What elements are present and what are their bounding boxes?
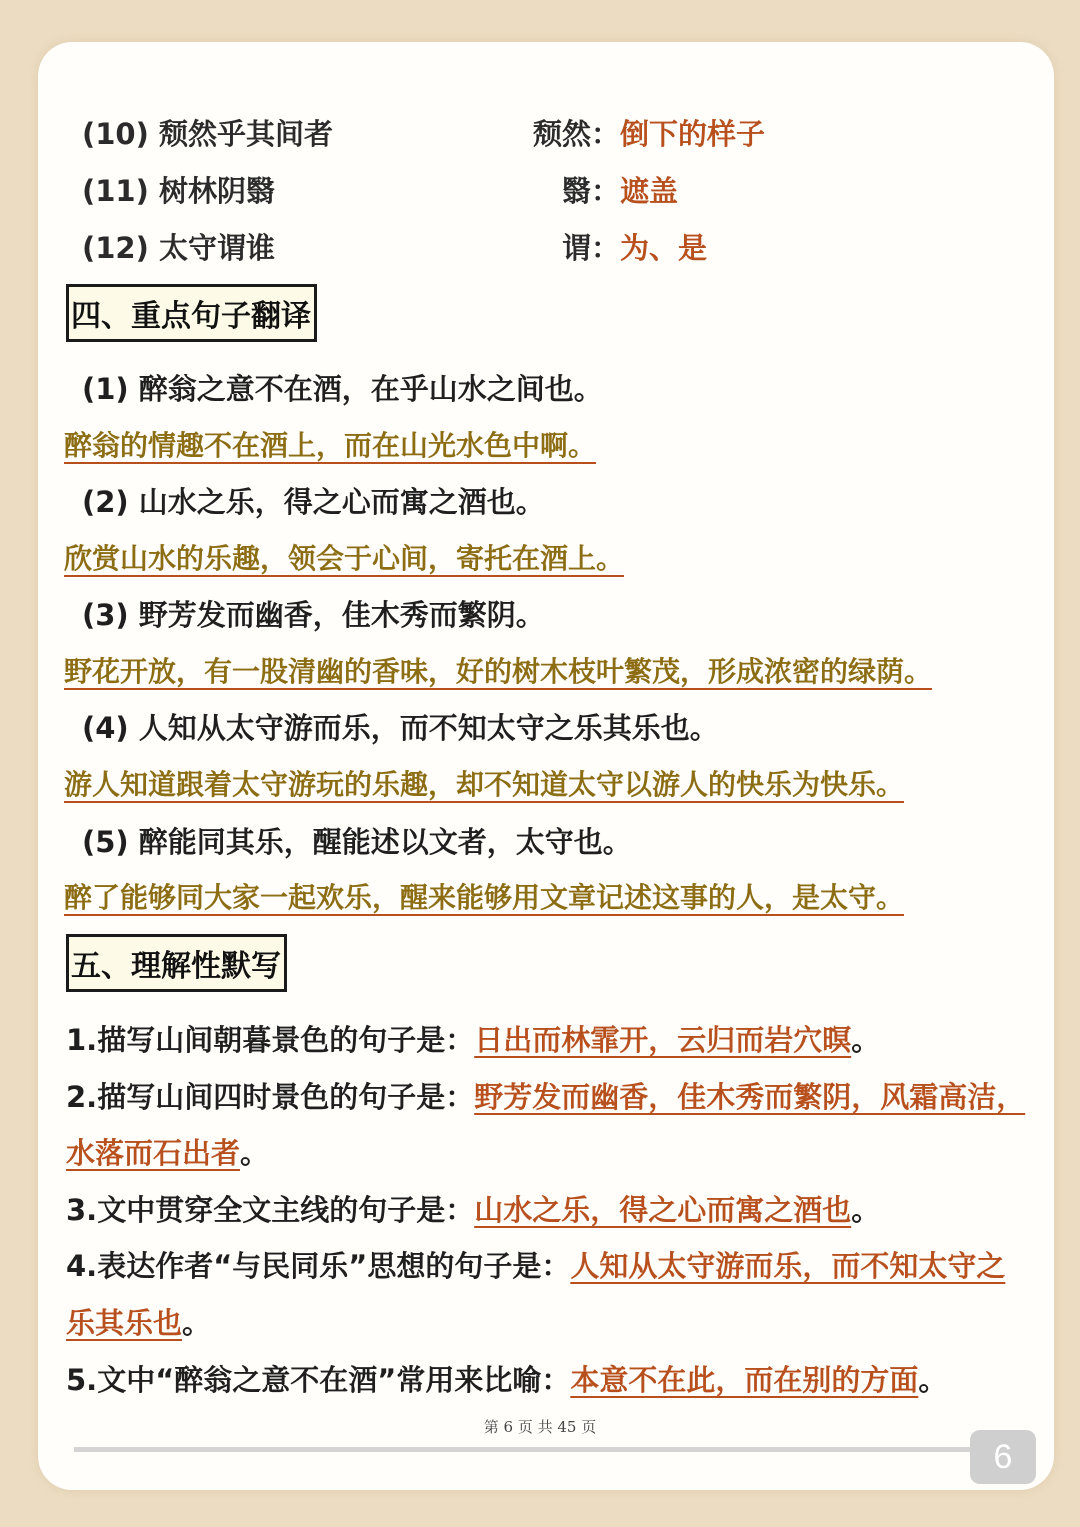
vocab-definition xyxy=(533,112,765,153)
dictation-answer: 人知从太守游而乐，而不知太守之 xyxy=(570,1249,1006,1283)
sentence-text: 野芳发而幽香，佳木秀而繁阴。 xyxy=(138,598,545,632)
vocab-number: (11) xyxy=(82,174,149,208)
dictation-end: 。 xyxy=(182,1306,212,1340)
page-number-badge: 6 xyxy=(970,1430,1036,1484)
dictation-end: 。 xyxy=(851,1023,881,1057)
sentence-translation: 游人知道跟着太守游玩的乐趣，却不知道太守以游人的快乐为快乐。 xyxy=(64,768,905,801)
dictation-item xyxy=(66,1075,1025,1116)
vocab-key: 谓： xyxy=(562,231,621,265)
sentence-translation: 欣赏山水的乐趣，领会于心间，寄托在酒上。 xyxy=(64,542,625,575)
sentence-text: 山水之乐，得之心而寓之酒也。 xyxy=(138,485,545,519)
sentence-number: (3) xyxy=(82,598,129,632)
sentence-translation: 醉了能够同大家一起欢乐，醒来能够用文章记述这事的人，是太守。 xyxy=(64,881,905,914)
dictation-question: 4.表达作者“与民同乐”思想的句子是： xyxy=(66,1249,571,1283)
dictation-question: 3.文中贯穿全文主线的句子是： xyxy=(66,1193,475,1227)
sentence-item xyxy=(82,706,719,747)
dictation-question: 5.文中“醉翁之意不在酒”常用来比喻： xyxy=(66,1363,571,1397)
vocab-definition xyxy=(562,169,678,210)
sentence-number: (1) xyxy=(82,372,129,406)
sentence-item xyxy=(82,480,545,521)
sentence-item xyxy=(82,820,632,861)
dictation-question: 2.描写山间四时景色的句子是： xyxy=(66,1080,475,1114)
dictation-answer: 乐其乐也 xyxy=(66,1306,183,1340)
sentence-number: (2) xyxy=(82,485,129,519)
vocab-number: (12) xyxy=(82,231,149,265)
dictation-answer: 野芳发而幽香，佳木秀而繁阴，风霜高洁， xyxy=(474,1080,1026,1114)
section-heading-translation: 四、重点句子翻译 xyxy=(66,284,317,342)
vocab-phrase: 树林阴翳 xyxy=(158,174,275,208)
dictation-answer: 本意不在此，而在别的方面 xyxy=(570,1363,919,1397)
sentence-text: 人知从太守游而乐，而不知太守之乐其乐也。 xyxy=(138,711,719,745)
dictation-end: 。 xyxy=(851,1193,881,1227)
dictation-question: 1.描写山间朝暮景色的句子是： xyxy=(66,1023,475,1057)
vocab-meaning: 倒下的样子 xyxy=(620,117,766,151)
section-heading-dictation: 五、理解性默写 xyxy=(66,934,287,992)
sentence-number: (5) xyxy=(82,825,129,859)
vocab-meaning: 遮盖 xyxy=(620,174,679,208)
sentence-text: 醉翁之意不在酒，在乎山水之间也。 xyxy=(138,372,603,406)
sentence-text: 醉能同其乐，醒能述以文者，太守也。 xyxy=(138,825,632,859)
vocab-item xyxy=(82,169,275,210)
vocab-phrase: 太守谓谁 xyxy=(158,231,275,265)
dictation-answer: 山水之乐，得之心而寓之酒也 xyxy=(474,1193,852,1227)
vocab-item xyxy=(82,112,333,153)
sentence-translation: 野花开放，有一股清幽的香味，好的树木枝叶繁茂，形成浓密的绿荫。 xyxy=(64,655,933,688)
sentence-number: (4) xyxy=(82,711,129,745)
vocab-number: (10) xyxy=(82,117,149,151)
footer-divider xyxy=(74,1447,1014,1452)
sentence-translation: 醉翁的情趣不在酒上，而在山光水色中啊。 xyxy=(64,429,597,462)
vocab-definition xyxy=(562,226,707,267)
vocab-key: 翳： xyxy=(562,174,621,208)
dictation-item xyxy=(66,1358,947,1399)
dictation-item-continued xyxy=(66,1301,211,1342)
dictation-item xyxy=(66,1244,1005,1285)
sentence-item xyxy=(82,367,603,408)
dictation-end: 。 xyxy=(918,1363,948,1397)
vocab-phrase: 颓然乎其间者 xyxy=(158,117,333,151)
vocab-meaning: 为、是 xyxy=(620,231,708,265)
dictation-item xyxy=(66,1018,880,1059)
vocab-item xyxy=(82,226,275,267)
dictation-end: 。 xyxy=(240,1136,270,1170)
dictation-answer: 日出而林霏开，云归而岩穴暝 xyxy=(474,1023,852,1057)
dictation-item xyxy=(66,1188,880,1229)
dictation-item-continued xyxy=(66,1131,269,1172)
sentence-item xyxy=(82,593,545,634)
page-footer: 第 6 页 共 45 页 xyxy=(483,1418,597,1436)
vocab-key: 颓然： xyxy=(533,117,621,151)
dictation-answer: 水落而石出者 xyxy=(66,1136,241,1170)
